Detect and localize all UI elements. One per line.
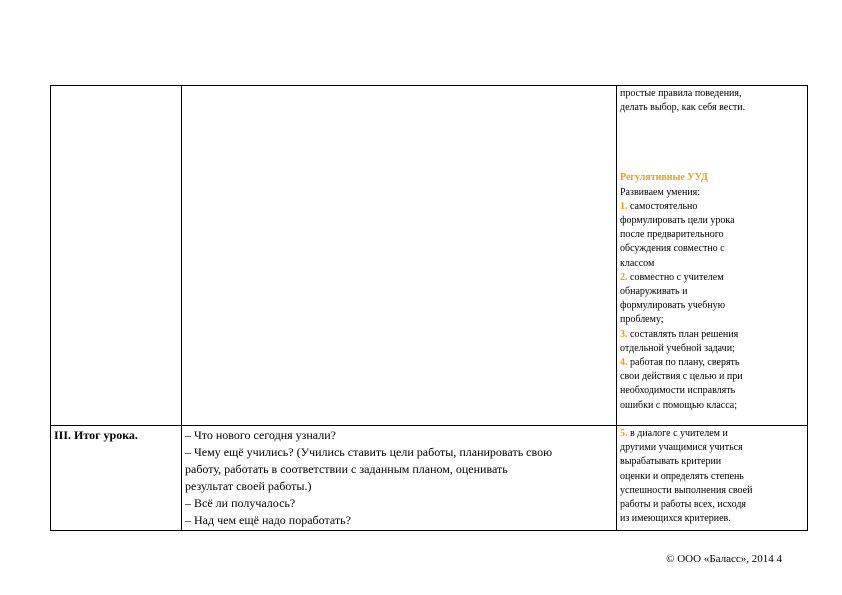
item-text: совместно с учителем bbox=[630, 271, 724, 283]
intro-line: делать выбор, как себя вести. bbox=[620, 102, 746, 114]
question-line: – Всё ли получалось? bbox=[185, 496, 296, 510]
stage-title: III. Итог урока. bbox=[54, 428, 138, 442]
uud-cell-2 bbox=[617, 426, 808, 531]
item-text: в диалоге с учителем и bbox=[630, 428, 728, 439]
list-item bbox=[620, 200, 804, 214]
question-line: – Что нового сегодня узнали? bbox=[185, 428, 336, 442]
table-row bbox=[51, 426, 808, 531]
item-line: необходимости исправлять bbox=[620, 385, 736, 397]
item-line: из имеющихся критериев. bbox=[620, 513, 731, 525]
table-row bbox=[51, 86, 808, 426]
item-line: проблему; bbox=[620, 314, 664, 326]
item-text: составлять план решения bbox=[630, 328, 739, 340]
item-line: обнаруживать и bbox=[620, 286, 688, 298]
item-text: самостоятельно bbox=[630, 200, 698, 212]
item-line: отдельной учебной задачи; bbox=[620, 342, 735, 354]
question-line: работу, работать в соответствии с заданным планом, оценивать bbox=[185, 462, 508, 476]
question-line: – Чему ещё учились? (Учились ставить цели работы, планировать свою bbox=[185, 445, 553, 459]
question-line: – Над чем ещё надо поработать? bbox=[185, 513, 351, 527]
item-line: обсуждения совместно с bbox=[620, 243, 725, 255]
item-number: 2. bbox=[620, 271, 628, 283]
item-line: ошибки с помощью класса; bbox=[620, 399, 738, 411]
item-number: 3. bbox=[620, 328, 628, 340]
item-number: 1. bbox=[620, 200, 628, 212]
item-line: другими учащимися учиться bbox=[620, 442, 743, 454]
question-line: результат своей работы.) bbox=[185, 479, 312, 493]
stage-cell bbox=[51, 426, 182, 531]
page-footer: © ООО «Баласс», 2014 4 bbox=[666, 553, 782, 565]
item-line: формулировать учебную bbox=[620, 300, 726, 312]
spacer bbox=[620, 115, 804, 171]
list-item bbox=[620, 356, 804, 370]
regulative-title: Регулятивные УУД bbox=[620, 172, 708, 184]
content-cell-empty bbox=[182, 86, 617, 426]
item-line: после предварительного bbox=[620, 229, 724, 241]
item-number: 4. bbox=[620, 357, 628, 369]
item-line: вырабатывать критерии bbox=[620, 456, 722, 468]
questions-cell bbox=[182, 426, 617, 531]
uud-cell bbox=[617, 86, 808, 426]
list-item bbox=[620, 427, 804, 441]
item-line: классом bbox=[620, 257, 655, 269]
stage-cell-empty bbox=[51, 86, 182, 426]
item-line: формулировать цели урока bbox=[620, 215, 735, 227]
list-item bbox=[620, 328, 804, 342]
list-item bbox=[620, 271, 804, 285]
item-line: успешности выполнения своей bbox=[620, 484, 753, 496]
item-line: оценки и определять степень bbox=[620, 470, 744, 482]
item-line: свои действия с целью и при bbox=[620, 371, 743, 383]
item-text: работая по плану, сверять bbox=[630, 357, 740, 369]
item-line: работы и работы всех, исходя bbox=[620, 499, 747, 511]
lesson-table bbox=[50, 85, 808, 531]
develop-skills: Развиваем умения: bbox=[620, 186, 701, 198]
intro-line: простые правила поведения, bbox=[620, 88, 742, 99]
item-number: 5. bbox=[620, 428, 628, 439]
